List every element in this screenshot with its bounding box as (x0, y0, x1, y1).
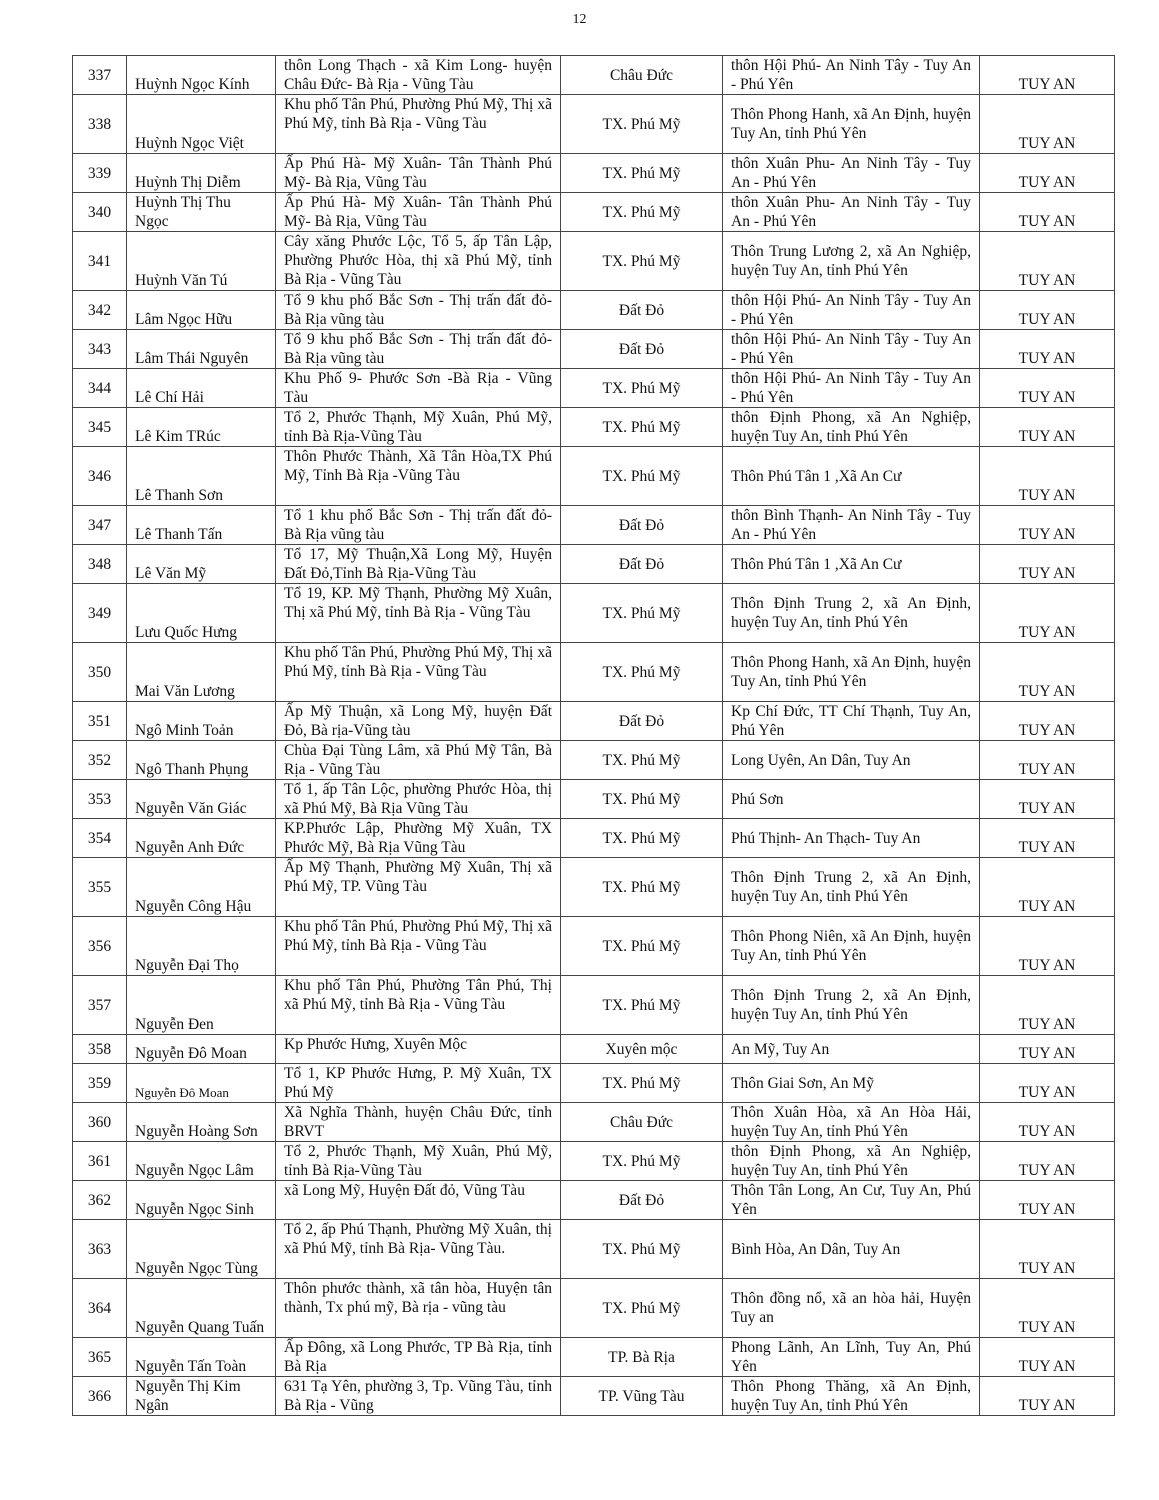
row-area: TUY AN (980, 369, 1115, 408)
row-name: Nguyễn Văn Giác (127, 780, 276, 819)
table-row (73, 780, 1115, 819)
row-area: TUY AN (980, 232, 1115, 291)
table-row (73, 741, 1115, 780)
row-hometown: Phú Sơn (723, 780, 980, 819)
table-row (73, 193, 1115, 232)
row-name: Nguyễn Công Hậu (127, 858, 276, 917)
row-number: 340 (73, 193, 127, 232)
row-name: Lâm Ngọc Hữu (127, 291, 276, 330)
row-area: TUY AN (980, 291, 1115, 330)
row-name: Nguyễn Đô Moan (127, 1035, 276, 1064)
row-number: 342 (73, 291, 127, 330)
row-name: Lưu Quốc Hưng (127, 584, 276, 643)
table-row (73, 1103, 1115, 1142)
row-district: TX. Phú Mỹ (561, 584, 723, 643)
row-address: KP.Phước Lập, Phường Mỹ Xuân, TX Phước Mỹ, Bà Rịa Vũng Tàu (276, 819, 561, 858)
row-address: Khu phố Tân Phú, Phường Phú Mỹ, Thị xã Phú Mỹ, tỉnh Bà Rịa - Vũng Tàu (276, 95, 561, 154)
table-row (73, 545, 1115, 584)
row-district: Đất Đỏ (561, 291, 723, 330)
row-district: Đất Đỏ (561, 702, 723, 741)
row-name: Nguyễn Ngọc Tùng (127, 1220, 276, 1279)
row-district: TX. Phú Mỹ (561, 643, 723, 702)
row-name: Mai Văn Lương (127, 643, 276, 702)
row-number: 337 (73, 56, 127, 95)
row-name: Nguyễn Thị Kim Ngân (127, 1377, 276, 1416)
row-number: 357 (73, 976, 127, 1035)
row-area: TUY AN (980, 154, 1115, 193)
row-number: 345 (73, 408, 127, 447)
row-address: Ấp Mỹ Thuận, xã Long Mỹ, huyện Đất Đỏ, Bà rịa-Vũng tàu (276, 702, 561, 741)
row-hometown: Long Uyên, An Dân, Tuy An (723, 741, 980, 780)
row-hometown: Thôn Trung Lương 2, xã An Nghiệp, huyện Tuy An, tỉnh Phú Yên (723, 232, 980, 291)
row-address: Thôn phước thành, xã tân hòa, Huyện tân thành, Tx phú mỹ, Bà rịa - vũng tàu (276, 1279, 561, 1338)
row-district: TX. Phú Mỹ (561, 408, 723, 447)
row-hometown: thôn Định Phong, xã An Nghiệp, huyện Tuy An, tỉnh Phú Yên (723, 408, 980, 447)
row-address: Tổ 2, Phước Thạnh, Mỹ Xuân, Phú Mỹ, tỉnh Bà Rịa-Vũng Tàu (276, 408, 561, 447)
table-row (73, 917, 1115, 976)
roster-table (72, 55, 1115, 1416)
table-row (73, 858, 1115, 917)
row-district: Đất Đỏ (561, 506, 723, 545)
row-address: Khu Phố 9- Phước Sơn -Bà Rịa - Vũng Tàu (276, 369, 561, 408)
row-hometown: thôn Hội Phú- An Ninh Tây - Tuy An - Phú Yên (723, 330, 980, 369)
row-number: 355 (73, 858, 127, 917)
row-address: Tổ 9 khu phố Bắc Sơn - Thị trấn đất đỏ- Bà Rịa vũng tàu (276, 291, 561, 330)
row-number: 343 (73, 330, 127, 369)
row-district: Đất Đỏ (561, 545, 723, 584)
row-number: 359 (73, 1064, 127, 1103)
row-hometown: Phong Lãnh, An Lĩnh, Tuy An, Phú Yên (723, 1338, 980, 1377)
row-hometown: thôn Xuân Phu- An Ninh Tây - Tuy An - Phú Yên (723, 154, 980, 193)
table-row (73, 1338, 1115, 1377)
row-number: 360 (73, 1103, 127, 1142)
row-address: Ấp Đông, xã Long Phước, TP Bà Rịa, tỉnh Bà Rịa (276, 1338, 561, 1377)
row-number: 366 (73, 1377, 127, 1416)
row-hometown: Thôn Phong Niên, xã An Định, huyện Tuy An, tỉnh Phú Yên (723, 917, 980, 976)
row-hometown: Thôn Giai Sơn, An Mỹ (723, 1064, 980, 1103)
row-area: TUY AN (980, 741, 1115, 780)
table-row (73, 1377, 1115, 1416)
row-district: Đất Đỏ (561, 1181, 723, 1220)
row-number: 364 (73, 1279, 127, 1338)
row-district: TX. Phú Mỹ (561, 741, 723, 780)
row-address: Tổ 9 khu phố Bắc Sơn - Thị trấn đất đỏ- Bà Rịa vũng tàu (276, 330, 561, 369)
row-area: TUY AN (980, 819, 1115, 858)
row-area: TUY AN (980, 1035, 1115, 1064)
table-row (73, 1279, 1115, 1338)
row-address: Chùa Đại Tùng Lâm, xã Phú Mỹ Tân, Bà Rịa - Vũng Tàu (276, 741, 561, 780)
table-row (73, 1064, 1115, 1103)
row-district: TX. Phú Mỹ (561, 369, 723, 408)
row-district: TP. Bà Rịa (561, 1338, 723, 1377)
row-hometown: An Mỹ, Tuy An (723, 1035, 980, 1064)
row-address: Ấp Phú Hà- Mỹ Xuân- Tân Thành Phú Mỹ- Bà Rịa, Vũng Tàu (276, 193, 561, 232)
row-hometown: thôn Xuân Phu- An Ninh Tây - Tuy An - Phú Yên (723, 193, 980, 232)
row-area: TUY AN (980, 1377, 1115, 1416)
table-row (73, 584, 1115, 643)
row-address: Tổ 1 khu phố Bắc Sơn - Thị trấn đất đỏ- Bà Rịa vũng tàu (276, 506, 561, 545)
row-district: TX. Phú Mỹ (561, 819, 723, 858)
row-district: TX. Phú Mỹ (561, 193, 723, 232)
row-area: TUY AN (980, 193, 1115, 232)
row-district: TX. Phú Mỹ (561, 1220, 723, 1279)
row-name: Nguyễn Quang Tuấn (127, 1279, 276, 1338)
row-area: TUY AN (980, 976, 1115, 1035)
row-district: Đất Đỏ (561, 330, 723, 369)
table-row (73, 1035, 1115, 1064)
row-hometown: Thôn Tân Long, An Cư, Tuy An, Phú Yên (723, 1181, 980, 1220)
row-area: TUY AN (980, 95, 1115, 154)
row-district: TX. Phú Mỹ (561, 447, 723, 506)
table-row (73, 291, 1115, 330)
row-number: 365 (73, 1338, 127, 1377)
row-hometown: Thôn Xuân Hòa, xã An Hòa Hải, huyện Tuy An, tỉnh Phú Yên (723, 1103, 980, 1142)
row-area: TUY AN (980, 1338, 1115, 1377)
row-area: TUY AN (980, 1064, 1115, 1103)
table-row (73, 232, 1115, 291)
table-row (73, 369, 1115, 408)
row-hometown: Kp Chí Đức, TT Chí Thạnh, Tuy An, Phú Yên (723, 702, 980, 741)
row-name: Nguyễn Đại Thọ (127, 917, 276, 976)
row-name: Huỳnh Thị Thu Ngọc (127, 193, 276, 232)
row-address: Khu phố Tân Phú, Phường Phú Mỹ, Thị xã Phú Mỹ, tỉnh Bà Rịa - Vũng Tàu (276, 643, 561, 702)
table-row (73, 506, 1115, 545)
row-name: Nguyễn Anh Đức (127, 819, 276, 858)
row-name: Huỳnh Ngọc Kính (127, 56, 276, 95)
row-district: TX. Phú Mỹ (561, 154, 723, 193)
row-hometown: thôn Hội Phú- An Ninh Tây - Tuy An - Phú Yên (723, 291, 980, 330)
row-hometown: Thôn Định Trung 2, xã An Định, huyện Tuy An, tỉnh Phú Yên (723, 976, 980, 1035)
row-address: Tổ 2, Phước Thạnh, Mỹ Xuân, Phú Mỹ, tỉnh Bà Rịa-Vũng Tàu (276, 1142, 561, 1181)
row-address: 631 Tạ Yên, phường 3, Tp. Vũng Tàu, tỉnh Bà Rịa - Vũng (276, 1377, 561, 1416)
row-hometown: thôn Hội Phú- An Ninh Tây - Tuy An - Phú Yên (723, 369, 980, 408)
row-district: Châu Đức (561, 1103, 723, 1142)
row-area: TUY AN (980, 858, 1115, 917)
row-number: 361 (73, 1142, 127, 1181)
row-number: 344 (73, 369, 127, 408)
row-address: Tổ 1, ấp Tân Lộc, phường Phước Hòa, thị xã Phú Mỹ, Bà Rịa Vũng Tàu (276, 780, 561, 819)
row-hometown: Thôn Định Trung 2, xã An Định, huyện Tuy An, tỉnh Phú Yên (723, 858, 980, 917)
row-name: Lê Kim TRúc (127, 408, 276, 447)
row-area: TUY AN (980, 447, 1115, 506)
row-area: TUY AN (980, 584, 1115, 643)
table-row (73, 1181, 1115, 1220)
row-number: 362 (73, 1181, 127, 1220)
row-hometown: thôn Bình Thạnh- An Ninh Tây - Tuy An - Phú Yên (723, 506, 980, 545)
row-name: Huỳnh Ngọc Việt (127, 95, 276, 154)
row-hometown: Bình Hòa, An Dân, Tuy An (723, 1220, 980, 1279)
row-number: 350 (73, 643, 127, 702)
row-name: Ngô Thanh Phụng (127, 741, 276, 780)
row-district: TX. Phú Mỹ (561, 1142, 723, 1181)
row-hometown: thôn Hội Phú- An Ninh Tây - Tuy An - Phú Yên (723, 56, 980, 95)
row-number: 339 (73, 154, 127, 193)
row-number: 351 (73, 702, 127, 741)
row-number: 338 (73, 95, 127, 154)
row-district: TX. Phú Mỹ (561, 1279, 723, 1338)
row-area: TUY AN (980, 506, 1115, 545)
row-hometown: Thôn Phong Hanh, xã An Định, huyện Tuy An, tỉnh Phú Yên (723, 95, 980, 154)
row-district: TX. Phú Mỹ (561, 917, 723, 976)
row-name: Lê Thanh Sơn (127, 447, 276, 506)
row-district: TX. Phú Mỹ (561, 1064, 723, 1103)
row-district: TX. Phú Mỹ (561, 858, 723, 917)
table-row (73, 154, 1115, 193)
row-hometown: Thôn Phong Thăng, xã An Định, huyện Tuy An, tỉnh Phú Yên (723, 1377, 980, 1416)
row-hometown: Thôn Phú Tân 1 ,Xã An Cư (723, 447, 980, 506)
row-area: TUY AN (980, 545, 1115, 584)
table-row (73, 819, 1115, 858)
table-row (73, 330, 1115, 369)
row-address: Tổ 1, KP Phước Hưng, P. Mỹ Xuân, TX Phú Mỹ (276, 1064, 561, 1103)
table-row (73, 976, 1115, 1035)
row-address: Kp Phước Hưng, Xuyên Mộc (276, 1035, 561, 1064)
row-address: Khu phố Tân Phú, Phường Tân Phú, Thị xã Phú Mỹ, tỉnh Bà Rịa - Vũng Tàu (276, 976, 561, 1035)
row-number: 356 (73, 917, 127, 976)
table-row (73, 1220, 1115, 1279)
row-number: 348 (73, 545, 127, 584)
row-address: Thôn Phước Thành, Xã Tân Hòa,TX Phú Mỹ, Tỉnh Bà Rịa -Vũng Tàu (276, 447, 561, 506)
row-district: Xuyên mộc (561, 1035, 723, 1064)
table-row (73, 643, 1115, 702)
table-row (73, 702, 1115, 741)
row-address: Khu phố Tân Phú, Phường Phú Mỹ, Thị xã Phú Mỹ, tỉnh Bà Rịa - Vũng Tàu (276, 917, 561, 976)
row-name: Nguyễn Hoàng Sơn (127, 1103, 276, 1142)
row-area: TUY AN (980, 1142, 1115, 1181)
row-name: Lê Thanh Tấn (127, 506, 276, 545)
row-area: TUY AN (980, 56, 1115, 95)
row-name: Nguyễn Tấn Toàn (127, 1338, 276, 1377)
row-name: Lê Văn Mỹ (127, 545, 276, 584)
row-name: Lê Chí Hải (127, 369, 276, 408)
row-area: TUY AN (980, 643, 1115, 702)
row-district: TX. Phú Mỹ (561, 232, 723, 291)
row-name: Nguyễn Đô Moan (127, 1064, 276, 1103)
row-number: 354 (73, 819, 127, 858)
row-number: 352 (73, 741, 127, 780)
table-row (73, 408, 1115, 447)
table-row (73, 447, 1115, 506)
row-name: Lâm Thái Nguyên (127, 330, 276, 369)
table-row (73, 1142, 1115, 1181)
table-row (73, 95, 1115, 154)
row-hometown: Thôn Định Trung 2, xã An Định, huyện Tuy An, tỉnh Phú Yên (723, 584, 980, 643)
row-name: Huỳnh Thị Diễm (127, 154, 276, 193)
row-area: TUY AN (980, 917, 1115, 976)
row-hometown: Phú Thịnh- An Thạch- Tuy An (723, 819, 980, 858)
row-address: Xã Nghĩa Thành, huyện Châu Đức, tỉnh BRVT (276, 1103, 561, 1142)
row-district: TX. Phú Mỹ (561, 95, 723, 154)
row-address: Tổ 19, KP. Mỹ Thạnh, Phường Mỹ Xuân, Thị xã Phú Mỹ, tỉnh Bà Rịa - Vũng Tàu (276, 584, 561, 643)
row-name: Nguyễn Ngọc Lâm (127, 1142, 276, 1181)
row-name: Ngô Minh Toản (127, 702, 276, 741)
row-name: Huỳnh Văn Tú (127, 232, 276, 291)
row-hometown: Thôn đồng nổ, xã an hòa hải, Huyện Tuy an (723, 1279, 980, 1338)
row-area: TUY AN (980, 1181, 1115, 1220)
row-address: xã Long Mỹ, Huyện Đất đỏ, Vũng Tàu (276, 1181, 561, 1220)
row-district: Châu Đức (561, 56, 723, 95)
page-number: 12 (572, 12, 587, 27)
row-area: TUY AN (980, 330, 1115, 369)
row-address: Ấp Mỹ Thạnh, Phường Mỹ Xuân, Thị xã Phú Mỹ, TP. Vũng Tàu (276, 858, 561, 917)
row-district: TX. Phú Mỹ (561, 976, 723, 1035)
row-hometown: thôn Định Phong, xã An Nghiệp, huyện Tuy An, tỉnh Phú Yên (723, 1142, 980, 1181)
row-number: 341 (73, 232, 127, 291)
table-row (73, 56, 1115, 95)
row-number: 358 (73, 1035, 127, 1064)
row-number: 353 (73, 780, 127, 819)
row-number: 346 (73, 447, 127, 506)
row-address: Tổ 17, Mỹ Thuận,Xã Long Mỹ, Huyện Đất Đỏ,Tỉnh Bà Rịa-Vũng Tàu (276, 545, 561, 584)
row-address: Cây xăng Phước Lộc, Tổ 5, ấp Tân Lập, Phường Phước Hòa, thị xã Phú Mỹ, tỉnh Bà Rịa - Vũng Tàu (276, 232, 561, 291)
row-name: Nguyễn Đen (127, 976, 276, 1035)
row-number: 363 (73, 1220, 127, 1279)
row-area: TUY AN (980, 1220, 1115, 1279)
row-number: 349 (73, 584, 127, 643)
row-district: TP. Vũng Tàu (561, 1377, 723, 1416)
row-area: TUY AN (980, 408, 1115, 447)
row-district: TX. Phú Mỹ (561, 780, 723, 819)
row-area: TUY AN (980, 1279, 1115, 1338)
row-address: thôn Long Thạch - xã Kim Long- huyện Châu Đức- Bà Rịa - Vũng Tàu (276, 56, 561, 95)
row-hometown: Thôn Phong Hanh, xã An Định, huyện Tuy An, tỉnh Phú Yên (723, 643, 980, 702)
row-hometown: Thôn Phú Tân 1 ,Xã An Cư (723, 545, 980, 584)
row-area: TUY AN (980, 780, 1115, 819)
row-area: TUY AN (980, 1103, 1115, 1142)
row-address: Ấp Phú Hà- Mỹ Xuân- Tân Thành Phú Mỹ- Bà Rịa, Vũng Tàu (276, 154, 561, 193)
row-area: TUY AN (980, 702, 1115, 741)
row-name: Nguyễn Ngọc Sinh (127, 1181, 276, 1220)
row-number: 347 (73, 506, 127, 545)
row-address: Tổ 2, ấp Phú Thạnh, Phường Mỹ Xuân, thị xã Phú Mỹ, tỉnh Bà Rịa- Vũng Tàu. (276, 1220, 561, 1279)
